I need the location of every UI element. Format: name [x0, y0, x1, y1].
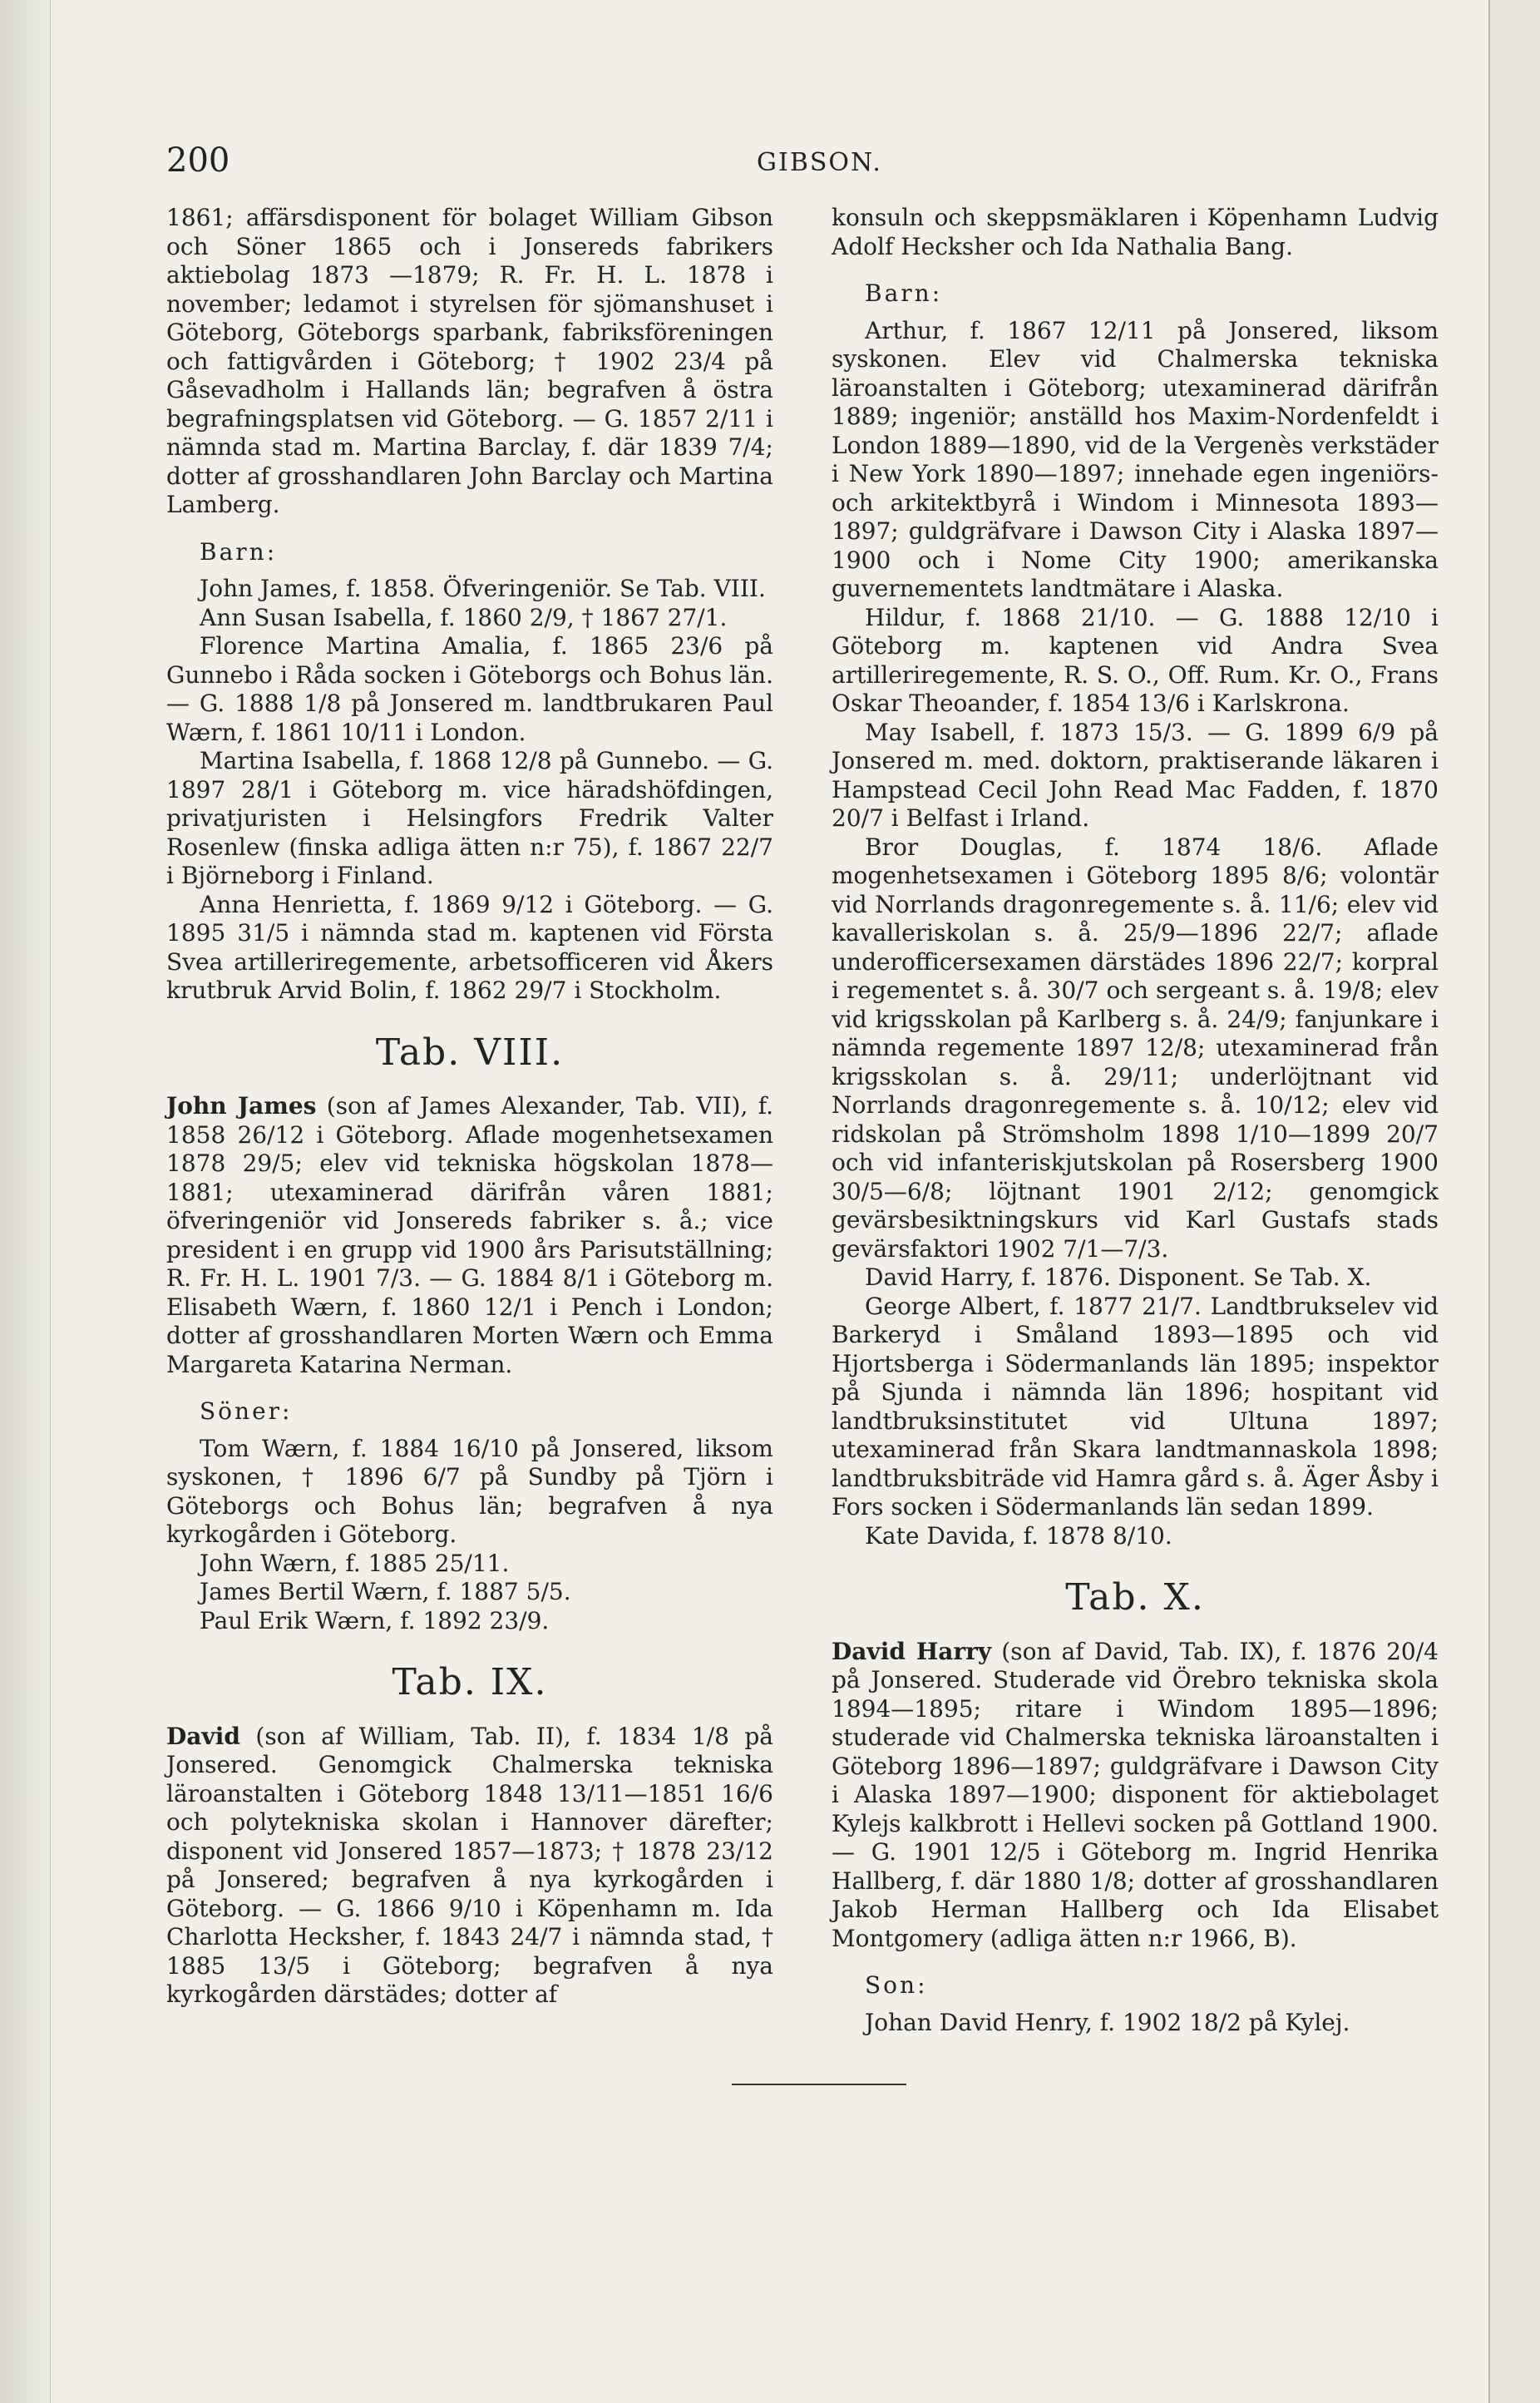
- person-name: David: [166, 1722, 240, 1750]
- person-entry: [166, 1723, 773, 2010]
- adjacent-page-edge: [1488, 0, 1540, 2403]
- person-name: David Harry: [832, 1637, 992, 1665]
- child-entry: Arthur, f. 1867 12/11 på Jonsered, liksom syskonen. Elev vid Chalmerska tekniska läroanstalten i Göteborg; utexaminerad därifrån 1889; ingeniör; anställd hos Maxim-Nordenfeldt i London 1889—1890, vid de la Vergenès verkstäder i New York 1890—1897; innehade egen ingeniörs- och arkitektbyrå i Windom i Minnesota 1893—1897; guldgräfvare i Dawson City i Alaska 1897—1900 och i Nome City 1900; amerikanska guvernementets landtmätare i Alaska.: [832, 316, 1439, 602]
- child-entry: George Albert, f. 1877 21/7. Landtbrukselev vid Barkeryd i Småland 1893—1895 och vid Hjortsberga i Södermanlands län 1895; inspektor på Sjunda i nämnda län 1896; hospitant vid landtbruksinstitutet vid Ultuna 1897; utexaminerad från Skara landtmannaskola 1898; landtbruksbiträde vid Hamra gård s. å. Äger Åsby i Fors socken i Södermanlands län sedan 1899.: [832, 1292, 1439, 1520]
- child-entry: John Wærn, f. 1885 25/11.: [200, 1549, 510, 1577]
- continuation-paragraph: 1861; affärsdisponent för bolaget William Gibson och Söner 1865 och i Jonsereds fabrikers aktiebolag 1873 —1879; R. Fr. H. L. 1878 i november; ledamot i styrelsen för sjömanshuset i Göteborg, Göteborgs sparbank, fabriksföreningen och fattigvården i Göteborg; † 1902 23/4 på Gåsevadholm i Hallands län; begrafven å östra begrafningsplatsen vid Göteborg. — G. 1857 2/11 i nämnda stad m. Martina Barclay, f. där 1839 7/4; dotter af grosshandlaren John Barclay och Martina Lamberg.: [166, 204, 773, 518]
- table-heading-ix: Tab. IX.: [392, 1661, 548, 1703]
- child-entry: Hildur, f. 1868 21/10. — G. 1888 12/10 i Göteborg m. kaptenen vid Andra Svea artilleriregemente, R. S. O., Off. Rum. Kr. O., Frans Oskar Theoander, f. 1854 13/6 i Karlskrona.: [832, 603, 1439, 717]
- person-entry: [166, 1092, 773, 1379]
- right-column: [832, 204, 1439, 2037]
- left-column: [166, 204, 773, 2010]
- page-gutter: [0, 0, 51, 2403]
- child-entry: Anna Henrietta, f. 1869 9/12 i Göteborg. — G. 1895 31/5 i nämnda stad m. kaptenen vid Första Svea artilleriregemente, arbetsofficeren vid Åkers krutbruk Arvid Bolin, f. 1862 29/7 i Stockholm.: [166, 890, 773, 1004]
- person-name: John James: [166, 1092, 317, 1120]
- child-entry: Tom Wærn, f. 1884 16/10 på Jonsered, liksom syskonen, † 1896 6/7 på Sundby på Tjörn i Göteborgs och Bohus län; begrafven å nya kyrkogården i Göteborg.: [166, 1434, 773, 1548]
- child-entry: David Harry, f. 1876. Disponent. Se Tab. X.: [865, 1263, 1372, 1291]
- table-heading-x: Tab. X.: [1065, 1576, 1205, 1619]
- continuation-paragraph: konsuln och skeppsmäklaren i Köpenhamn Ludvig Adolf Hecksher och Ida Nathalia Bang.: [832, 204, 1439, 260]
- person-text: (son af William, Tab. II), f. 1834 1/8 på Jonsered. Genomgick Chalmerska tekniska läroanstalten i Göteborg 1848 13/11—1851 16/6 och polytekniska skolan i Hannover därefter; disponent vid Jonsered 1857—1873; † 1878 23/12 på Jonsered; begrafven å nya kyrkogården i Göteborg. — G. 1866 9/10 i Köpenhamn m. Ida Charlotta Hecksher, f. 1843 24/7 i nämnda stad, † 1885 13/5 i Göteborg; begrafven å nya kyrkogården därstädes; dotter af: [166, 1722, 773, 2008]
- section-end-rule: [732, 2084, 906, 2085]
- children-label: Barn:: [865, 279, 943, 307]
- son-label: Son:: [865, 1971, 928, 1999]
- page-number: 200: [166, 141, 230, 180]
- child-entry: Ann Susan Isabella, f. 1860 2/9, † 1867 27/1.: [200, 603, 728, 631]
- running-title: GIBSON.: [757, 148, 882, 177]
- child-entry: May Isabell, f. 1873 15/3. — G. 1899 6/9 på Jonsered m. med. doktorn, praktiserande läkaren i Hampstead Cecil John Read Mac Fadden, f. 1870 20/7 i Belfast i Irland.: [832, 718, 1439, 832]
- table-heading-viii: Tab. VIII.: [375, 1031, 565, 1074]
- children-label: Barn:: [200, 537, 278, 566]
- child-entry: Paul Erik Wærn, f. 1892 23/9.: [200, 1606, 550, 1634]
- child-entry: James Bertil Wærn, f. 1887 5/5.: [200, 1578, 571, 1605]
- running-head: [166, 141, 1497, 191]
- person-text: (son af David, Tab. IX), f. 1876 20/4 på Jonsered. Studerade vid Örebro tekniska skola 1894—1895; ritare i Windom 1895—1896; studerade vid Chalmerska tekniska läroanstalten i Göteborg 1896—1897; guldgräfvare i Dawson City i Alaska 1897—1900; disponent för aktiebolaget Kylejs kalkbrott i Hellevi socken på Gottland 1900. — G. 1901 12/5 i Göteborg m. Ingrid Henrika Hallberg, f. där 1880 1/8; dotter af grosshandlaren Jakob Herman Hallberg och Ida Elisabet Montgomery (adliga ätten n:r 1966, B).: [832, 1637, 1439, 1952]
- child-entry: Bror Douglas, f. 1874 18/6. Aflade mogenhetsexamen i Göteborg 1895 8/6; volontär vid Norrlands dragonregemente s. å. 11/6; elev vid kavalleriskolan s. å. 25/9—1896 22/7; aflade underofficersexamen därstädes 1896 22/7; korpral i regementet s. å. 30/7 och sergeant s. å. 19/8; elev vid krigsskolan på Karlberg s. å. 24/9; fanjunkare i nämnda regemente 1897 12/8; utexaminerad från krigsskolan s. å. 29/11; underlöjtnant vid Norrlands dragonregemente s. å. 10/12; elev vid ridskolan på Strömsholm 1898 1/10—1899 20/7 och vid infanteriskjutskolan på Rosersberg 1900 30/5—6/8; löjtnant 1901 2/12; genomgick gevärsbesiktningskurs vid Karl Gustafs stads gevärsfaktori 1902 7/1—7/3.: [832, 833, 1439, 1263]
- child-entry: Florence Martina Amalia, f. 1865 23/6 på Gunnebo i Råda socken i Göteborgs och Bohus län. — G. 1888 1/8 på Jonsered m. landtbrukaren Paul Wærn, f. 1861 10/11 i London.: [166, 632, 773, 746]
- child-entry: Johan David Henry, f. 1902 18/2 på Kylej.: [865, 2008, 1350, 2036]
- sons-label: Söner:: [200, 1397, 293, 1425]
- child-entry: Kate Davida, f. 1878 8/10.: [865, 1521, 1172, 1550]
- person-text: (son af James Alexander, Tab. VII), f. 1858 26/12 i Göteborg. Aflade mogenhetsexamen 1878 29/5; elev vid tekniska högskolan 1878—1881; utexaminerad därifrån våren 1881; öfveringeniör vid Jonsereds fabriker s. å.; vice president i en grupp vid 1900 års Parisutställning; R. Fr. H. L. 1901 7/3. — G. 1884 8/1 i Göteborg m. Elisabeth Wærn, f. 1860 12/1 i Pench i London; dotter af grosshandlaren Morten Wærn och Emma Margareta Katarina Nerman.: [166, 1092, 773, 1378]
- child-entry: Martina Isabella, f. 1868 12/8 på Gunnebo. — G. 1897 28/1 i Göteborg m. vice häradshöfdingen, privatjuristen i Helsingfors Fredrik Valter Rosenlew (finska adliga ätten n:r 75), f. 1867 22/7 i Björneborg i Finland.: [166, 747, 773, 889]
- person-entry: [832, 1638, 1439, 1954]
- child-entry: John James, f. 1858. Öfveringeniör. Se Tab. VIII.: [200, 575, 766, 602]
